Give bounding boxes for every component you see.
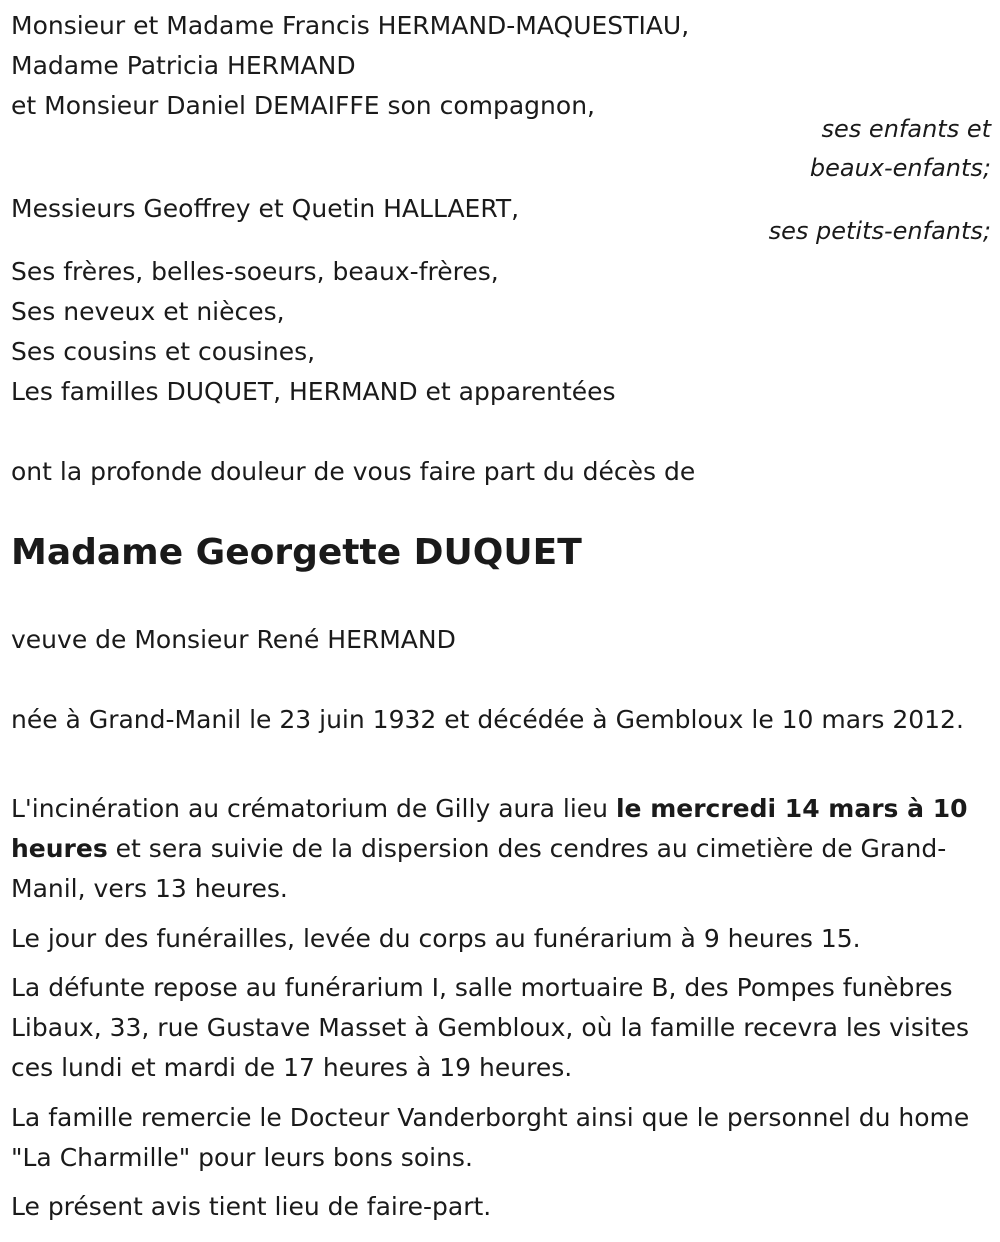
cremation-text-start: L'incinération au crématorium de Gilly aura lieu [11, 794, 616, 823]
cremation-paragraph [11, 789, 971, 909]
family-line-children-1: Monsieur et Madame Francis HERMAND-MAQUESTIAU, [11, 11, 690, 40]
role-children-line-2: beaux-enfants; [809, 154, 991, 182]
widow-of-text: veuve de Monsieur René HERMAND [11, 625, 456, 654]
announcement-text: ont la profonde douleur de vous faire part du décès de [11, 457, 696, 486]
obituary-notice [11, 0, 991, 1242]
funeral-day-text: Le jour des funérailles, levée du corps au funérarium à 9 heures 15. [11, 924, 861, 953]
family-line-siblings: Ses frères, belles-soeurs, beaux-frères, [11, 257, 499, 286]
family-line-families: Les familles DUQUET, HERMAND et apparentées [11, 377, 616, 406]
resting-place-paragraph: La défunte repose au funérarium I, salle mortuaire B, des Pompes funèbres Libaux, 33, rue Gustave Masset à Gembloux, où la famille recevra les visites ces lundi et mardi de 17 heures à 19 heures. [11, 973, 970, 1082]
family-line-nephews: Ses neveux et nièces, [11, 297, 285, 326]
family-line-grandchildren: Messieurs Geoffrey et Quetin HALLAERT, [11, 194, 520, 223]
family-line-children-3: et Monsieur Daniel DEMAIFFE son compagnon, [11, 91, 595, 120]
thanks-paragraph: La famille remercie le Docteur Vanderborght ainsi que le personnel du home "La Charmille" pour leurs bons soins. [11, 1103, 970, 1172]
role-children-line-1: ses enfants et [821, 115, 991, 143]
deceased-name: Madame Georgette DUQUET [11, 532, 582, 573]
notice-text: Le présent avis tient lieu de faire-part. [11, 1192, 492, 1221]
family-line-cousins: Ses cousins et cousines, [11, 337, 316, 366]
cremation-text-end: et sera suivie de la dispersion des cendres au cimetière de Grand-Manil, vers 13 heures. [11, 834, 947, 903]
birth-death-text: née à Grand-Manil le 23 juin 1932 et décédée à Gembloux le 10 mars 2012. [11, 705, 964, 734]
role-grandchildren: ses petits-enfants; [768, 217, 991, 245]
cremation-date-time: le mercredi 14 mars à 10 heures [11, 794, 968, 863]
family-line-children-2: Madame Patricia HERMAND [11, 51, 356, 80]
